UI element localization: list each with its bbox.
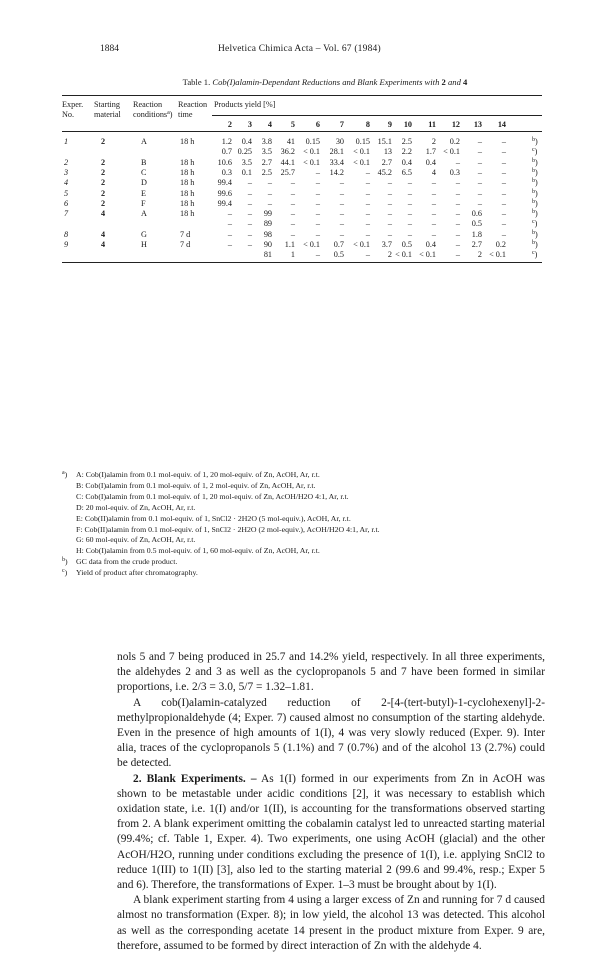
table-cell: –	[477, 168, 482, 177]
table-cell: –	[431, 209, 436, 218]
table-cell: 2.7	[261, 158, 272, 167]
table-cell: –	[365, 168, 370, 177]
table-cell: 1.7	[425, 147, 436, 156]
table-cell: –	[407, 219, 412, 228]
table-cell: < 0.1	[303, 147, 320, 156]
product-col-header: 7	[339, 120, 344, 129]
col-header-starting: Starting	[94, 100, 120, 109]
table-cell: 3.5	[261, 147, 272, 156]
table-cell: –	[290, 219, 295, 228]
table-cell: –	[387, 230, 392, 239]
table-cell: –	[315, 230, 320, 239]
table-cell: A	[141, 137, 147, 146]
table-cell: 0.4	[425, 240, 436, 249]
table-cell: –	[501, 137, 506, 146]
table-cell: –	[290, 178, 295, 187]
condition-definition: D: 20 mol-equiv. of Zn, AcOH, Ar, r.t.	[76, 502, 196, 512]
row-footnote-mark: $^b$)	[532, 230, 538, 239]
table-cell: –	[431, 230, 436, 239]
table-cell: < 0.1	[303, 240, 320, 249]
table-cell: 99	[263, 209, 272, 218]
table-cell: < 0.1	[395, 250, 412, 259]
condition-definition: B: Cob(I)alamin from 0.1 mol-equiv. of 1, 2 mol-equiv. of Zn, AcOH, Ar, r.t.	[76, 480, 316, 490]
col-header-exper: Exper.	[62, 100, 84, 109]
row-footnote-mark: $^c$)	[532, 250, 538, 259]
table-cell: –	[407, 189, 412, 198]
table-cell: 6.5	[401, 168, 412, 177]
table-cell: 1.8	[471, 230, 482, 239]
table-cell: 41	[286, 137, 295, 146]
table-cell: 1	[290, 250, 295, 259]
footnote-b: $^b$) GC data from the crude product.	[62, 557, 178, 567]
table-cell: 36.2	[280, 147, 295, 156]
table-cell: –	[247, 189, 252, 198]
table-cell: –	[267, 199, 272, 208]
table-cell: 5	[64, 189, 69, 198]
table-cell: –	[247, 209, 252, 218]
row-footnote-mark: $^b$)	[532, 158, 538, 167]
table-cell: –	[247, 219, 252, 228]
table-cell: –	[247, 240, 252, 249]
paragraph-3: 2. Blank Experiments. – As 1(I) formed in our experiments from Zn in AcOH was shown to be metastable under acidic conditions [2], it was necessary to establish which oxidation state, i.e. 1(I) and/or 1(II), is accounting for the transformations observed starting from 2. A blank experiment omitting the cobalamin catalyst led to unreacted starting material (99.4%; cf. Table 1, Exper. 4). Two experiments, one using AcOH (glacial) and the other AcOH/H2O, running under conditions excluding the presence of 1(I), i.e. applying SnCl2 to reduce 1(III) to 1(II) [3], also led to the starting material 2 (99.6 and 99.4%, resp.; Exper 5 and 6). Therefore, the transformations of Exper. 1–3 must be brought about by 1(I).	[117, 772, 545, 892]
condition-definition: F: Cob(II)alamin from 0.1 mol-equiv. of 1, SnCl2 · 2H2O (2 mol-equiv.), AcOH/H2O 4:1, Ar, r.t.	[76, 524, 380, 534]
col-header-reaction-time: Reaction	[178, 100, 208, 109]
table-cell: –	[407, 209, 412, 218]
table-cell: –	[315, 189, 320, 198]
table-cell: –	[339, 178, 344, 187]
table-cell: –	[455, 240, 460, 249]
table-cell: 14.2	[329, 168, 344, 177]
table-cell: –	[339, 209, 344, 218]
product-col-header: 9	[387, 120, 392, 129]
table-cell: 2	[101, 137, 106, 146]
table-cell: 2	[101, 199, 106, 208]
table-cell: 1.1	[284, 240, 295, 249]
table-cell: C	[141, 168, 147, 177]
table-cell: –	[455, 199, 460, 208]
table-cell: 2	[64, 158, 69, 167]
table-cell: 2.7	[471, 240, 482, 249]
table-cell: 18 h	[180, 158, 195, 167]
table-cell: 90	[263, 240, 272, 249]
col-header-no: No.	[62, 110, 75, 119]
table-cell: 81	[263, 250, 272, 259]
table-cell: 2.2	[401, 147, 412, 156]
table-cell: –	[455, 219, 460, 228]
row-footnote-mark: $^b$)	[532, 209, 538, 218]
row-footnote-mark: $^b$)	[532, 168, 538, 177]
product-col-header: 12	[451, 120, 460, 129]
table-cell: 2.5	[401, 137, 412, 146]
table-cell: 44.1	[280, 158, 295, 167]
table-cell: –	[315, 168, 320, 177]
table-cell: –	[501, 230, 506, 239]
table-cell: 18 h	[180, 168, 195, 177]
table-cell: 4	[101, 230, 106, 239]
table-cell: –	[455, 209, 460, 218]
table-cell: 3	[64, 168, 69, 177]
row-footnote-mark: $^b$)	[532, 178, 538, 187]
table-cell: –	[315, 178, 320, 187]
table-cell: –	[290, 230, 295, 239]
journal-title: Helvetica Chimica Acta – Vol. 67 (1984)	[218, 44, 381, 54]
table-cell: 28.1	[329, 147, 344, 156]
product-col-header: 10	[403, 120, 412, 129]
table-cell: –	[477, 189, 482, 198]
table-cell: –	[339, 219, 344, 228]
row-footnote-mark: $^b$)	[532, 189, 538, 198]
product-col-header: 5	[290, 120, 295, 129]
table-cell: 6	[64, 199, 69, 208]
table-cell: 0.5	[471, 219, 482, 228]
table-cell: –	[247, 199, 252, 208]
table-cell: –	[267, 189, 272, 198]
table-cell: –	[387, 178, 392, 187]
table-cell: B	[141, 158, 147, 167]
table-cell: –	[407, 178, 412, 187]
table-cell: 8	[64, 230, 69, 239]
table-cell: < 0.1	[489, 250, 506, 259]
table-cell: –	[455, 178, 460, 187]
table-cell: 30	[335, 137, 344, 146]
table-cell: < 0.1	[353, 240, 370, 249]
table-cell: –	[501, 209, 506, 218]
table-cell: –	[431, 189, 436, 198]
table-cell: –	[315, 209, 320, 218]
table-cell: 15.1	[377, 137, 392, 146]
table-cell: –	[315, 250, 320, 259]
product-col-header: 14	[497, 120, 506, 129]
row-footnote-mark: $^b$)	[532, 240, 538, 249]
table-cell: 0.4	[241, 137, 252, 146]
table-cell: –	[339, 189, 344, 198]
table-cell: –	[477, 199, 482, 208]
table-cell: 0.15	[355, 137, 370, 146]
table-cell: –	[431, 219, 436, 228]
table-cell: –	[431, 199, 436, 208]
condition-definition: G: 60 mol-equiv. of Zn, AcOH, Ar, r.t.	[76, 535, 196, 545]
table-cell: –	[501, 158, 506, 167]
table-cell: –	[365, 189, 370, 198]
product-col-header: 8	[365, 120, 370, 129]
table-cell: E	[141, 189, 147, 198]
table-cell: –	[247, 230, 252, 239]
table-cell: 0.4	[401, 158, 412, 167]
condition-definition: A: Cob(I)alamin from 0.1 mol-equiv. of 1, 20 mol-equiv. of Zn, AcOH, Ar, r.t.	[76, 470, 320, 479]
table-cell: 45.2	[377, 168, 392, 177]
body-text	[117, 650, 545, 954]
table-cell: –	[407, 230, 412, 239]
table-cell: 0.2	[449, 137, 460, 146]
table-cell: –	[247, 178, 252, 187]
table-cell: 4	[101, 209, 106, 218]
table-cell: 0.6	[471, 209, 482, 218]
table-cell: F	[141, 199, 146, 208]
paragraph-1: nols 5 and 7 being produced in 25.7 and 14.2% yield, respectively. In all three experiments, the aldehydes 2 and 3 as well as the cyclopropanols 5 and 7 have been formed in similar proportions, i.e. 2/3 = 3.0, 5/7 = 1.32–1.81.	[117, 651, 545, 694]
table-cell: 33.4	[329, 158, 344, 167]
paragraph-4: A blank experiment starting from 4 using a larger excess of Zn and running for 7 d caused almost no transformation (Exper. 8); in low yield, the alcohol 13 was detected. This alcohol as well as the corresponding acetate 14 present in the product mixture from Exper. 9 are, therefore, assumed to be formed by direct interaction of Zn with the aldehyde 4.	[117, 894, 545, 952]
table-cell: –	[501, 168, 506, 177]
paragraph-2: A cob(I)alamin-catalyzed reduction of 2-[4-(tert-butyl)-1-cyclohexenyl]-2-methylpropionaldehyde (4; Exper. 7) caused almost no consumption of the starting aldehyde. Even in the presence of high amounts of 1(I), 4 was very slowly reduced (Exper. 9). Inter alia, traces of the cyclopropanols 5 (1.1%) and 7 (0.7%) and of the alcohol 13 (2.7%) could be detected.	[117, 696, 545, 770]
table-cell: 99.4	[217, 178, 232, 187]
table-cell: 3.8	[261, 137, 272, 146]
table-cell: –	[365, 209, 370, 218]
condition-definition: H: Cob(I)alamin from 0.5 mol-equiv. of 1, 60 mol-equiv. of Zn, AcOH, Ar, r.t.	[76, 546, 320, 556]
table-cell: –	[315, 199, 320, 208]
table-cell: 18 h	[180, 199, 195, 208]
table-cell: 2	[431, 137, 436, 146]
table-cell: 2	[101, 178, 106, 187]
table-cell: 0.15	[305, 137, 320, 146]
table-cell: –	[501, 189, 506, 198]
table-cell: –	[290, 199, 295, 208]
row-footnote-mark: $^b$)	[532, 137, 538, 146]
col-header-conditions: conditions$^a$)	[133, 110, 173, 119]
table-cell: 1.2	[221, 137, 232, 146]
table-cell: –	[477, 137, 482, 146]
col-header-time: time	[178, 110, 193, 119]
table-cell: 7 d	[180, 240, 191, 249]
table-cell: 89	[263, 219, 272, 228]
table-cell: 10.6	[217, 158, 232, 167]
table-cell: 0.3	[221, 168, 232, 177]
table-cell: –	[501, 199, 506, 208]
table-cell: 99.4	[217, 199, 232, 208]
table-cell: < 0.1	[303, 158, 320, 167]
table-cell: –	[227, 209, 232, 218]
table-cell: 9	[64, 240, 69, 249]
table-cell: 2	[387, 250, 392, 259]
table-cell: 25.7	[280, 168, 295, 177]
table-cell: –	[387, 199, 392, 208]
table-cell: < 0.1	[353, 147, 370, 156]
table-cell: –	[387, 219, 392, 228]
table-cell: 2	[101, 189, 106, 198]
table-cell: 0.25	[237, 147, 252, 156]
table-cell: –	[501, 219, 506, 228]
table-cell: –	[407, 199, 412, 208]
table-cell: –	[477, 147, 482, 156]
table-cell: A	[141, 209, 147, 218]
table-cell: 18 h	[180, 189, 195, 198]
table-cell: 2.5	[261, 168, 272, 177]
table-cell: –	[227, 240, 232, 249]
table-cell: –	[365, 250, 370, 259]
table-cell: < 0.1	[443, 147, 460, 156]
table-cell: 98	[263, 230, 272, 239]
table-cell: –	[387, 209, 392, 218]
table-cell: 18 h	[180, 137, 195, 146]
table-cell: –	[455, 158, 460, 167]
table-cell: 3.7	[381, 240, 392, 249]
table-cell: 18 h	[180, 209, 195, 218]
table-cell: 4	[64, 178, 69, 187]
table-cell: –	[431, 178, 436, 187]
table-cell: –	[477, 158, 482, 167]
table-cell: –	[339, 230, 344, 239]
table-cell: 0.3	[449, 168, 460, 177]
product-col-header: 13	[473, 120, 482, 129]
table-cell: –	[227, 230, 232, 239]
row-footnote-mark: $^b$)	[532, 199, 538, 208]
section-heading: 2. Blank Experiments. –	[133, 772, 257, 785]
table-cell: 7	[64, 209, 69, 218]
product-col-header: 6	[315, 120, 320, 129]
table-cell: –	[365, 230, 370, 239]
footnote-c: $^c$) Yield of product after chromatography.	[62, 568, 198, 578]
row-footnote-mark: $^c$)	[532, 219, 538, 228]
table-cell: 0.2	[495, 240, 506, 249]
table-cell: –	[339, 199, 344, 208]
table-cell: –	[290, 209, 295, 218]
table-cell: D	[141, 178, 147, 187]
table-cell: 4	[101, 240, 106, 249]
table-cell: 0.4	[425, 158, 436, 167]
table-cell: –	[290, 189, 295, 198]
table-cell: G	[141, 230, 147, 239]
product-col-header: 11	[428, 120, 436, 129]
table-cell: 13	[383, 147, 392, 156]
table-cell: 18 h	[180, 178, 195, 187]
table-cell: < 0.1	[353, 158, 370, 167]
table-cell: –	[227, 219, 232, 228]
table-cell: –	[365, 178, 370, 187]
table-cell: 0.7	[221, 147, 232, 156]
table-cell: 0.1	[241, 168, 252, 177]
col-header-products: Products yield [%]	[214, 100, 276, 109]
table-caption: Table 1. Cob(I)alamin-Dependant Reductions and Blank Experiments with 2 and 4	[182, 77, 468, 87]
table-cell: –	[501, 178, 506, 187]
table-cell: –	[365, 199, 370, 208]
col-header-material: material	[94, 110, 121, 119]
table-cell: 4	[431, 168, 436, 177]
condition-definition: C: Cob(I)alamin from 0.1 mol-equiv. of 1, 20 mol-equiv. of Zn, AcOH/H2O 4:1, Ar, r.t.	[76, 491, 349, 501]
page-number: 1884	[100, 44, 119, 54]
table-cell: 0.5	[401, 240, 412, 249]
col-header-reaction: Reaction	[133, 100, 163, 109]
footnote-a: $^a$) A: Cob(I)alamin from 0.1 mol-equiv. of 1, 20 mol-equiv. of Zn, AcOH, Ar, r.t. B: Cob(I)alamin from 0.1 mol-equiv. of 1, 2 mol-equiv. of Zn, AcOH, Ar, r.t. C: Cob(I)alamin from 0.1 mol-equiv. of 1, 20 mol-equiv. of Zn, AcOH/H2O 4:1, Ar, r.t. D: 20 mol-equiv. of Zn, AcOH, Ar, r.t. E: Cob(II)alamin from 0.1 mol-equiv. of 1, SnCl2 · 2H2O (5 mol-equiv.), AcOH, Ar, r.t. F: Cob(II)alamin from 0.1 mol-equiv. of 1, SnCl2 · 2H2O (2 mol-equiv.), AcOH/H2O 4:1, Ar, r.t. G: 60 mol-equiv. of Zn, AcOH, Ar, r.t. H: Cob(I)alamin from 0.5 mol-equiv. of 1, 60 mol-equiv. of Zn, AcOH, Ar, r.t.	[62, 470, 542, 557]
table-cell: –	[315, 219, 320, 228]
table-cell: 7 d	[180, 230, 191, 239]
table-cell: –	[387, 189, 392, 198]
table-cell: –	[267, 178, 272, 187]
table-cell: 2	[477, 250, 482, 259]
table-cell: 2	[101, 168, 106, 177]
table-cell: H	[141, 240, 147, 249]
table-cell: 0.5	[333, 250, 344, 259]
product-col-header: 4	[267, 120, 272, 129]
table-cell: –	[365, 219, 370, 228]
table-cell: 1	[64, 137, 69, 146]
table-cell: < 0.1	[419, 250, 436, 259]
table-cell: 3.5	[241, 158, 252, 167]
table-cell: 0.7	[333, 240, 344, 249]
table-cell: 2	[101, 158, 106, 167]
table-cell: –	[455, 230, 460, 239]
product-col-header: 2	[227, 120, 232, 129]
table-cell: –	[455, 189, 460, 198]
table-cell: –	[501, 147, 506, 156]
table-cell: –	[477, 178, 482, 187]
table-cell: 2.7	[381, 158, 392, 167]
condition-definition: E: Cob(II)alamin from 0.1 mol-equiv. of 1, SnCl2 · 2H2O (5 mol-equiv.), AcOH, Ar, r.t.	[76, 513, 351, 523]
product-col-header: 3	[247, 120, 252, 129]
table-footnotes	[62, 470, 542, 579]
table-cell: 99.6	[217, 189, 232, 198]
row-footnote-mark: $^c$)	[532, 147, 538, 156]
table-cell: –	[455, 250, 460, 259]
